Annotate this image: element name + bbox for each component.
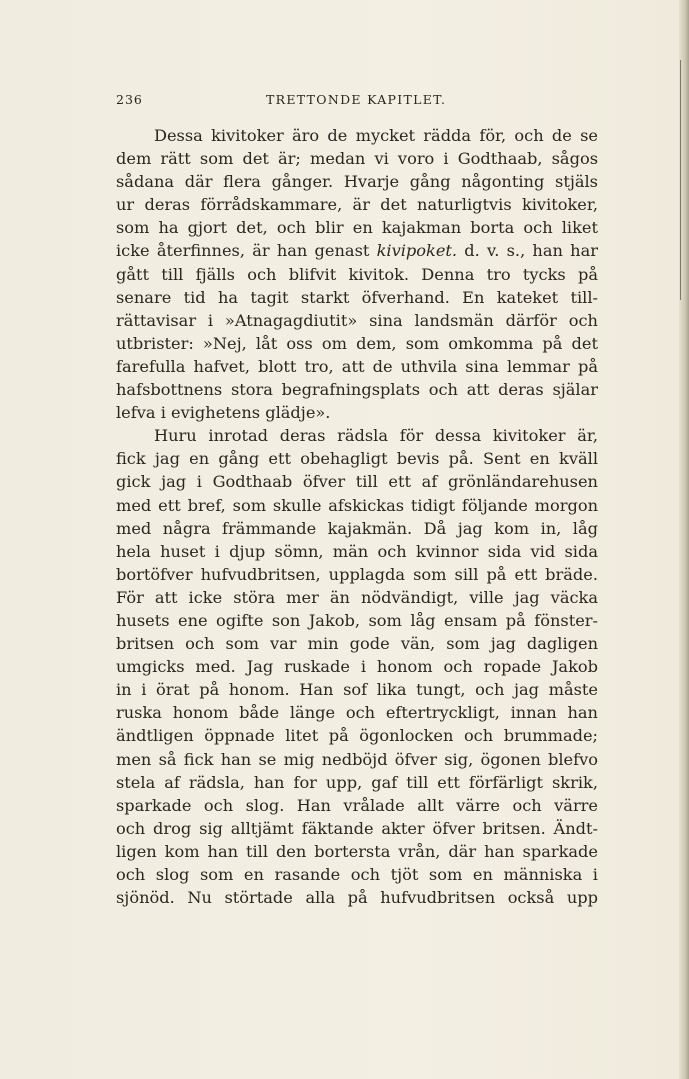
paragraph-1 bbox=[116, 124, 598, 424]
running-title: TRETTONDE KAPITLET. bbox=[266, 92, 447, 107]
text-line: umgicks med. Jag ruskade i honom och ropade Jakob bbox=[116, 657, 598, 677]
text-line: med några främmande kajakmän. Då jag kom in, låg bbox=[116, 518, 598, 538]
text-line: med ett bref, som skulle afskickas tidigt följande morgon bbox=[116, 495, 598, 515]
text-line: farefulla hafvet, blott tro, att de uthvila sina lemmar på bbox=[116, 356, 598, 376]
text-line: ruska honom både länge och eftertryckligt, innan han bbox=[116, 703, 598, 723]
body-text bbox=[116, 124, 598, 909]
text-line: bortöfver hufvudbritsen, upplagda som sill på ett bräde. bbox=[116, 564, 598, 584]
paragraph-2 bbox=[116, 424, 598, 909]
text-line: Dessa kivitoker äro de mycket rädda för, och de se bbox=[154, 126, 598, 145]
text-line: senare tid ha tagit starkt öfverhand. En kateket till- bbox=[116, 287, 598, 307]
text-line: ligen kom han till den bortersta vrån, där han sparkade bbox=[116, 841, 598, 861]
text-line: rättavisar i »Atnagagdiutit» sina landsmän därför och bbox=[116, 310, 598, 330]
text-line: gick jag i Godthaab öfver till ett af grönländarehusen bbox=[116, 472, 598, 492]
text-line: sådana där flera gånger. Hvarje gång någonting stjäls bbox=[116, 172, 598, 192]
text-line: stela af rädsla, han for upp, gaf till ett förfärligt skrik, bbox=[116, 772, 598, 792]
text-line: gått till fjälls och blifvit kivitok. Denna tro tycks på bbox=[116, 264, 598, 284]
page-number: 236 bbox=[116, 92, 143, 107]
text-line: ändtligen öppnade litet på ögonlocken och brummade; bbox=[116, 726, 598, 746]
text-line: och slog som en rasande och tjöt som en människa i bbox=[116, 865, 598, 884]
text-line: För att icke störa mer än nödvändigt, ville jag väcka bbox=[116, 587, 598, 607]
page-header bbox=[116, 92, 598, 110]
text-line: fick jag en gång ett obehagligt bevis på. Sent en kväll bbox=[116, 449, 598, 469]
text-line: och drog sig alltjämt fäktande akter öfver britsen. Ändt- bbox=[116, 818, 598, 838]
text-line: britsen och som var min gode vän, som jag dagligen bbox=[116, 634, 598, 654]
text-line: utbrister: »Nej, låt oss om dem, som omkomma på det bbox=[116, 333, 598, 353]
text-line: icke återfinnes, är han genast kivipoket. d. v. s., han har bbox=[116, 241, 598, 261]
text-line: in i örat på honom. Han sof lika tungt, och jag måste bbox=[116, 680, 598, 700]
text-line: ur deras förrådskammare, är det naturligtvis kivitoker, bbox=[116, 195, 598, 215]
text-line: Huru inrotad deras rädsla för dessa kivitoker är, bbox=[154, 426, 598, 446]
text-line: sparkade och slog. Han vrålade allt värre och värre bbox=[116, 795, 598, 815]
text-line: husets ene ogifte son Jakob, som låg ensam på fönster- bbox=[116, 610, 598, 630]
text-line: men så fick han se mig nedböjd öfver sig, ögonen blefvo bbox=[116, 749, 598, 769]
page-edge-line bbox=[680, 60, 681, 300]
text-line: hela huset i djup sömn, män och kvinnor sida vid sida bbox=[116, 541, 598, 561]
text-line: dem rätt som det är; medan vi voro i Godthaab, sågos bbox=[116, 149, 598, 169]
text-line: lefva i evighetens glädje». bbox=[116, 403, 331, 423]
text-line: som ha gjort det, och blir en kajakman borta och liket bbox=[116, 218, 598, 238]
text-line: hafsbottnens stora begrafningsplats och att deras själar bbox=[116, 380, 598, 400]
text-line: sjönöd. Nu störtade alla på hufvudbritsen också upp bbox=[116, 888, 598, 908]
